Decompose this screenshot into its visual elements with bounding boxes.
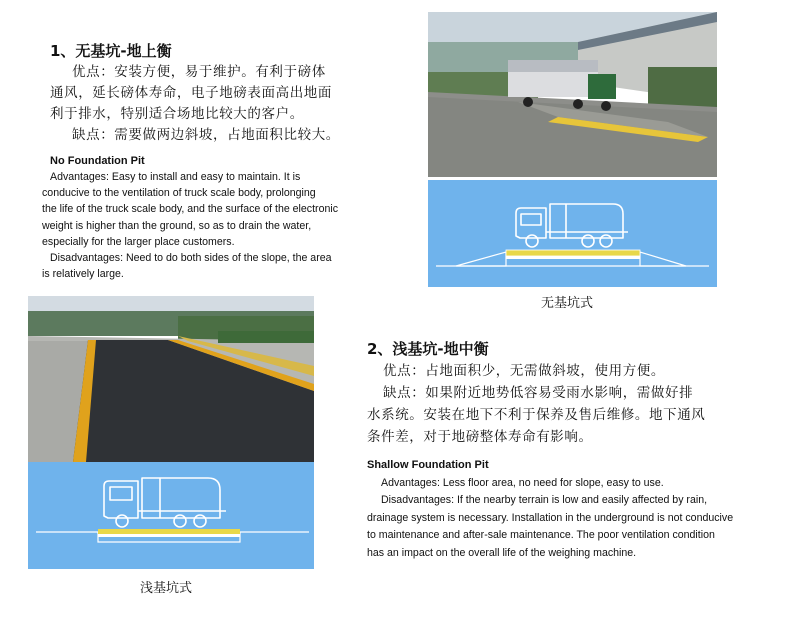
section1-advantages-cn-line2: 通风，延长磅体寿命，电子地磅表面高出地面 <box>50 85 332 101</box>
section1-en-text <box>42 169 372 282</box>
section1-disadvantages-cn: 缺点：需要做两边斜坡，占地面积比较大。 <box>72 127 340 143</box>
section1-en-line: the life of the truck scale body, and the surface of the electronic <box>42 203 339 216</box>
section1-advantages-cn-line1: 优点：安装方便，易于维护。有利于磅体 <box>72 64 326 80</box>
above-ground-scale-illustration <box>428 12 717 177</box>
section1-advantages-cn-line3: 利于排水，特别适合场地比较大的客户。 <box>50 106 304 122</box>
section1-en-line: Disadvantages: Need to do both sides of the slope, the area <box>50 252 332 265</box>
section1-en-line: is relatively large. <box>42 268 124 281</box>
section2-en-text <box>367 475 787 562</box>
shallow-pit-scale-diagram <box>28 462 314 569</box>
section2-disadvantages-cn-line2: 水系统。安装在地下不利于保养及售后维修。地下通风 <box>367 407 706 423</box>
section2-en-line: drainage system is necessary. Installation in the underground is not conducive <box>367 511 734 524</box>
section1-caption: 无基坑式 <box>541 296 594 311</box>
section1-heading: 1、无基坑-地上衡 <box>50 42 172 60</box>
above-ground-scale-photo <box>428 12 717 177</box>
section1-en-line: Advantages: Easy to install and easy to maintain. It is <box>50 171 301 183</box>
above-ground-scale-diagram <box>428 180 717 287</box>
section2-disadvantages-cn-line1: 缺点：如果附近地势低容易受雨水影响，需做好排 <box>383 385 694 401</box>
section2-advantages-cn: 优点：占地面积少，无需做斜坡，使用方便。 <box>383 363 665 379</box>
section2-disadvantages-cn-line3: 条件差，对于地磅整体寿命有影响。 <box>367 429 593 445</box>
shallow-pit-truck-diagram <box>28 462 314 569</box>
section1-en-line: especially for the larger place customers. <box>42 235 235 248</box>
above-ground-truck-diagram <box>428 180 717 287</box>
section2-heading: 2、浅基坑-地中衡 <box>367 340 489 358</box>
section1-en-line: conducive to the ventilation of truck scale body, prolonging <box>42 187 316 200</box>
section1-en-title: No Foundation Pit <box>50 155 145 167</box>
section2-en-title: Shallow Foundation Pit <box>367 459 489 471</box>
section2-en-line: to maintenance and after-sale maintenance. The poor ventilation condition <box>367 529 715 542</box>
section2-en-line: has an impact on the overall life of the weighing machine. <box>367 546 637 559</box>
shallow-pit-scale-photo <box>28 296 314 462</box>
shallow-pit-scale-illustration <box>28 296 314 462</box>
section2-caption: 浅基坑式 <box>140 581 193 596</box>
section2-en-line: Disadvantages: If the nearby terrain is low and easily affected by rain, <box>381 494 708 507</box>
section2-en-line: Advantages: Less floor area, no need for slope, easy to use. <box>381 477 664 489</box>
section1-en-line: weight is higher than the ground, so as to drain the water, <box>42 219 312 232</box>
